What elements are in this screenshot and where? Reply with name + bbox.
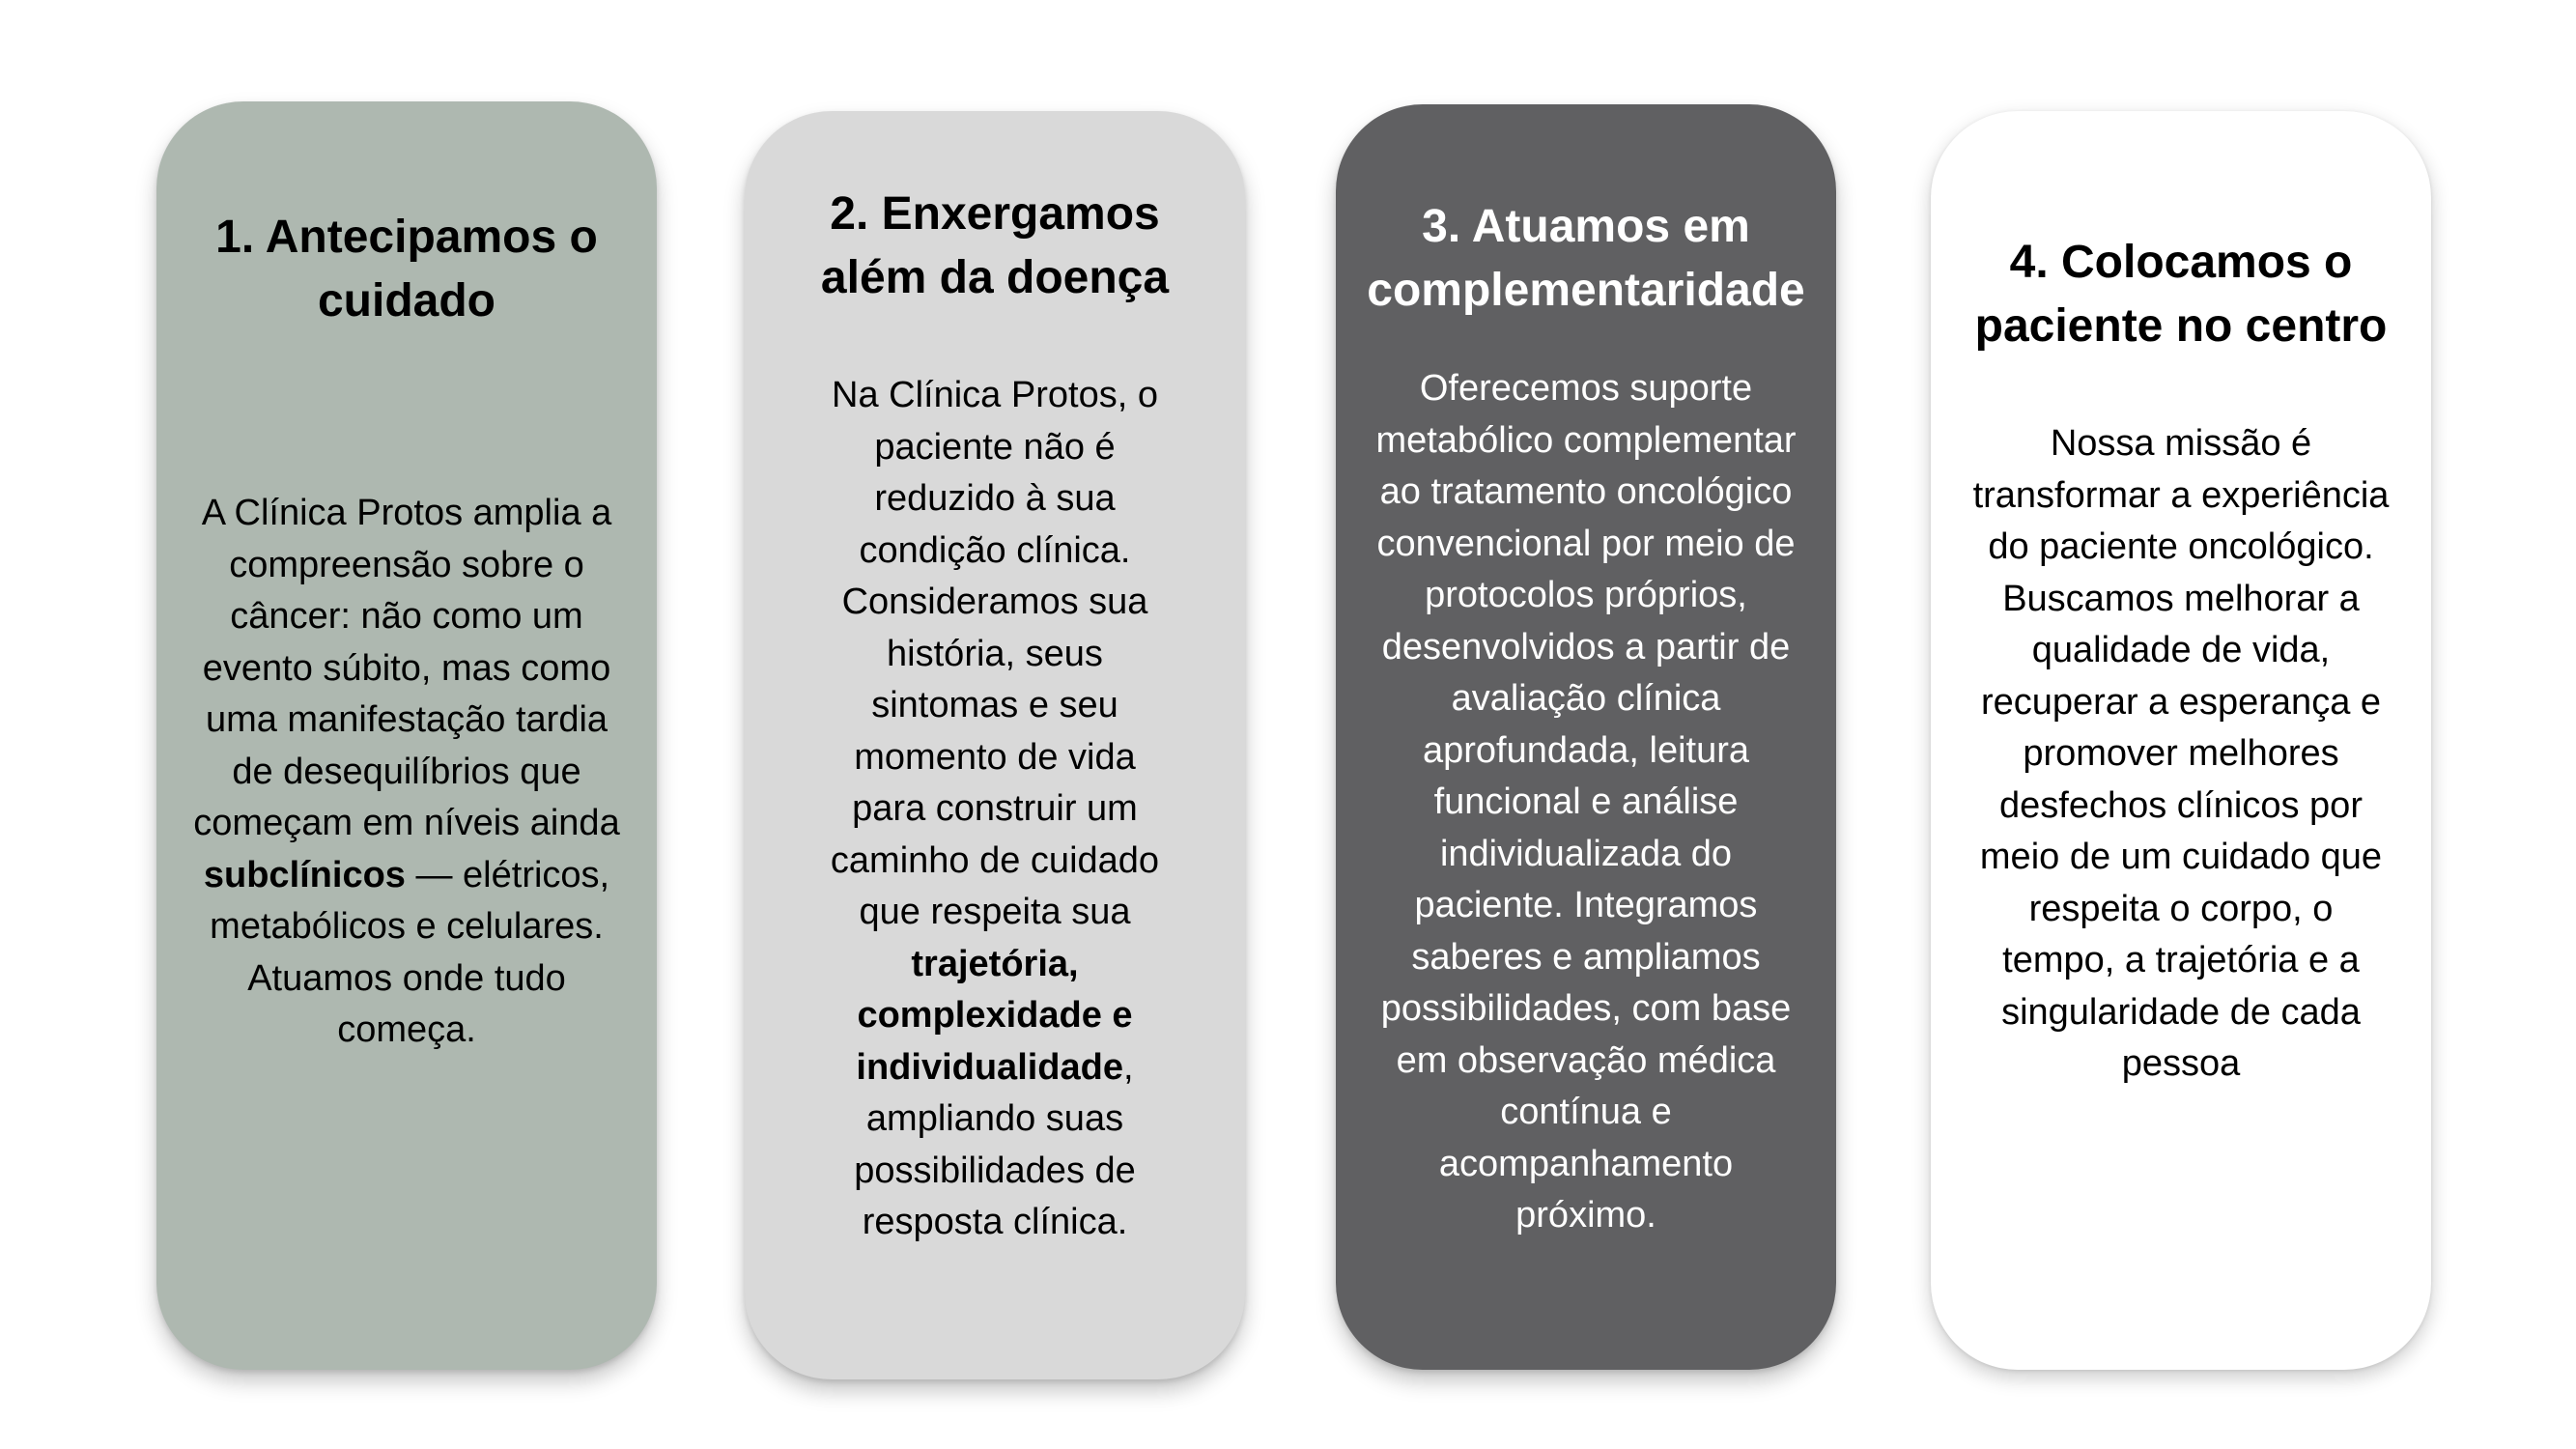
card-body-text-end: , ampliando suas possibilidades de resposta clínica. bbox=[854, 1046, 1136, 1242]
card-body-text-end: — elétricos, metabólicos e celulares. Atuamos onde tudo começa. bbox=[210, 854, 610, 1050]
pillar-card-patient-center bbox=[1931, 111, 2431, 1370]
card-title: 2. Enxergamos além da doença bbox=[820, 188, 1170, 303]
card-body bbox=[185, 488, 628, 1057]
card-body: Oferecemos suporte metabólico complementar ao tratamento oncológico convencional por meio de protocolos próprios, desenvolvidos a partir de avaliação clínica aprofundada, leitura funcional e análise individualizada do paciente. Integramos saberes e ampliamos possibilidades, com base em observação médica contínua e acompanhamento próximo. bbox=[1375, 368, 1797, 1236]
card-title: 1. Antecipamos o cuidado bbox=[215, 212, 598, 327]
card-title: 4. Colocamos o paciente no centro bbox=[1974, 237, 2388, 352]
card-body-emphasis: trajetória, complexidade e individualidade bbox=[856, 943, 1133, 1088]
card-body-text: A Clínica Protos amplia a compreensão sobre o câncer: não como um evento súbito, mas como uma manifestação tardia de desequilíbrios que começam em níveis ainda bbox=[193, 493, 620, 843]
card-title: 3. Atuamos em complementaridade bbox=[1367, 201, 1805, 316]
card-body: Nossa missão é transformar a experiência do paciente oncológico. Buscamos melhorar a qualidade de vida, recuperar a esperança e promover melhores desfechos clínicos por meio de um cuidado que respeita o corpo, o tempo, a trajetória e a singularidade de cada pessoa bbox=[1972, 423, 2390, 1084]
pillar-card-beyond-disease bbox=[745, 111, 1245, 1379]
card-body-emphasis: subclínicos bbox=[203, 854, 406, 895]
card-body-text: Na Clínica Protos, o paciente não é reduzido à sua condição clínica. Consideramos sua história, seus sintomas e seu momento de vida para construir um caminho de cuidado que respeita sua bbox=[830, 375, 1160, 932]
pillar-card-anticipate bbox=[156, 101, 657, 1370]
card-body bbox=[774, 370, 1216, 1249]
pillar-card-complementarity bbox=[1336, 104, 1836, 1370]
